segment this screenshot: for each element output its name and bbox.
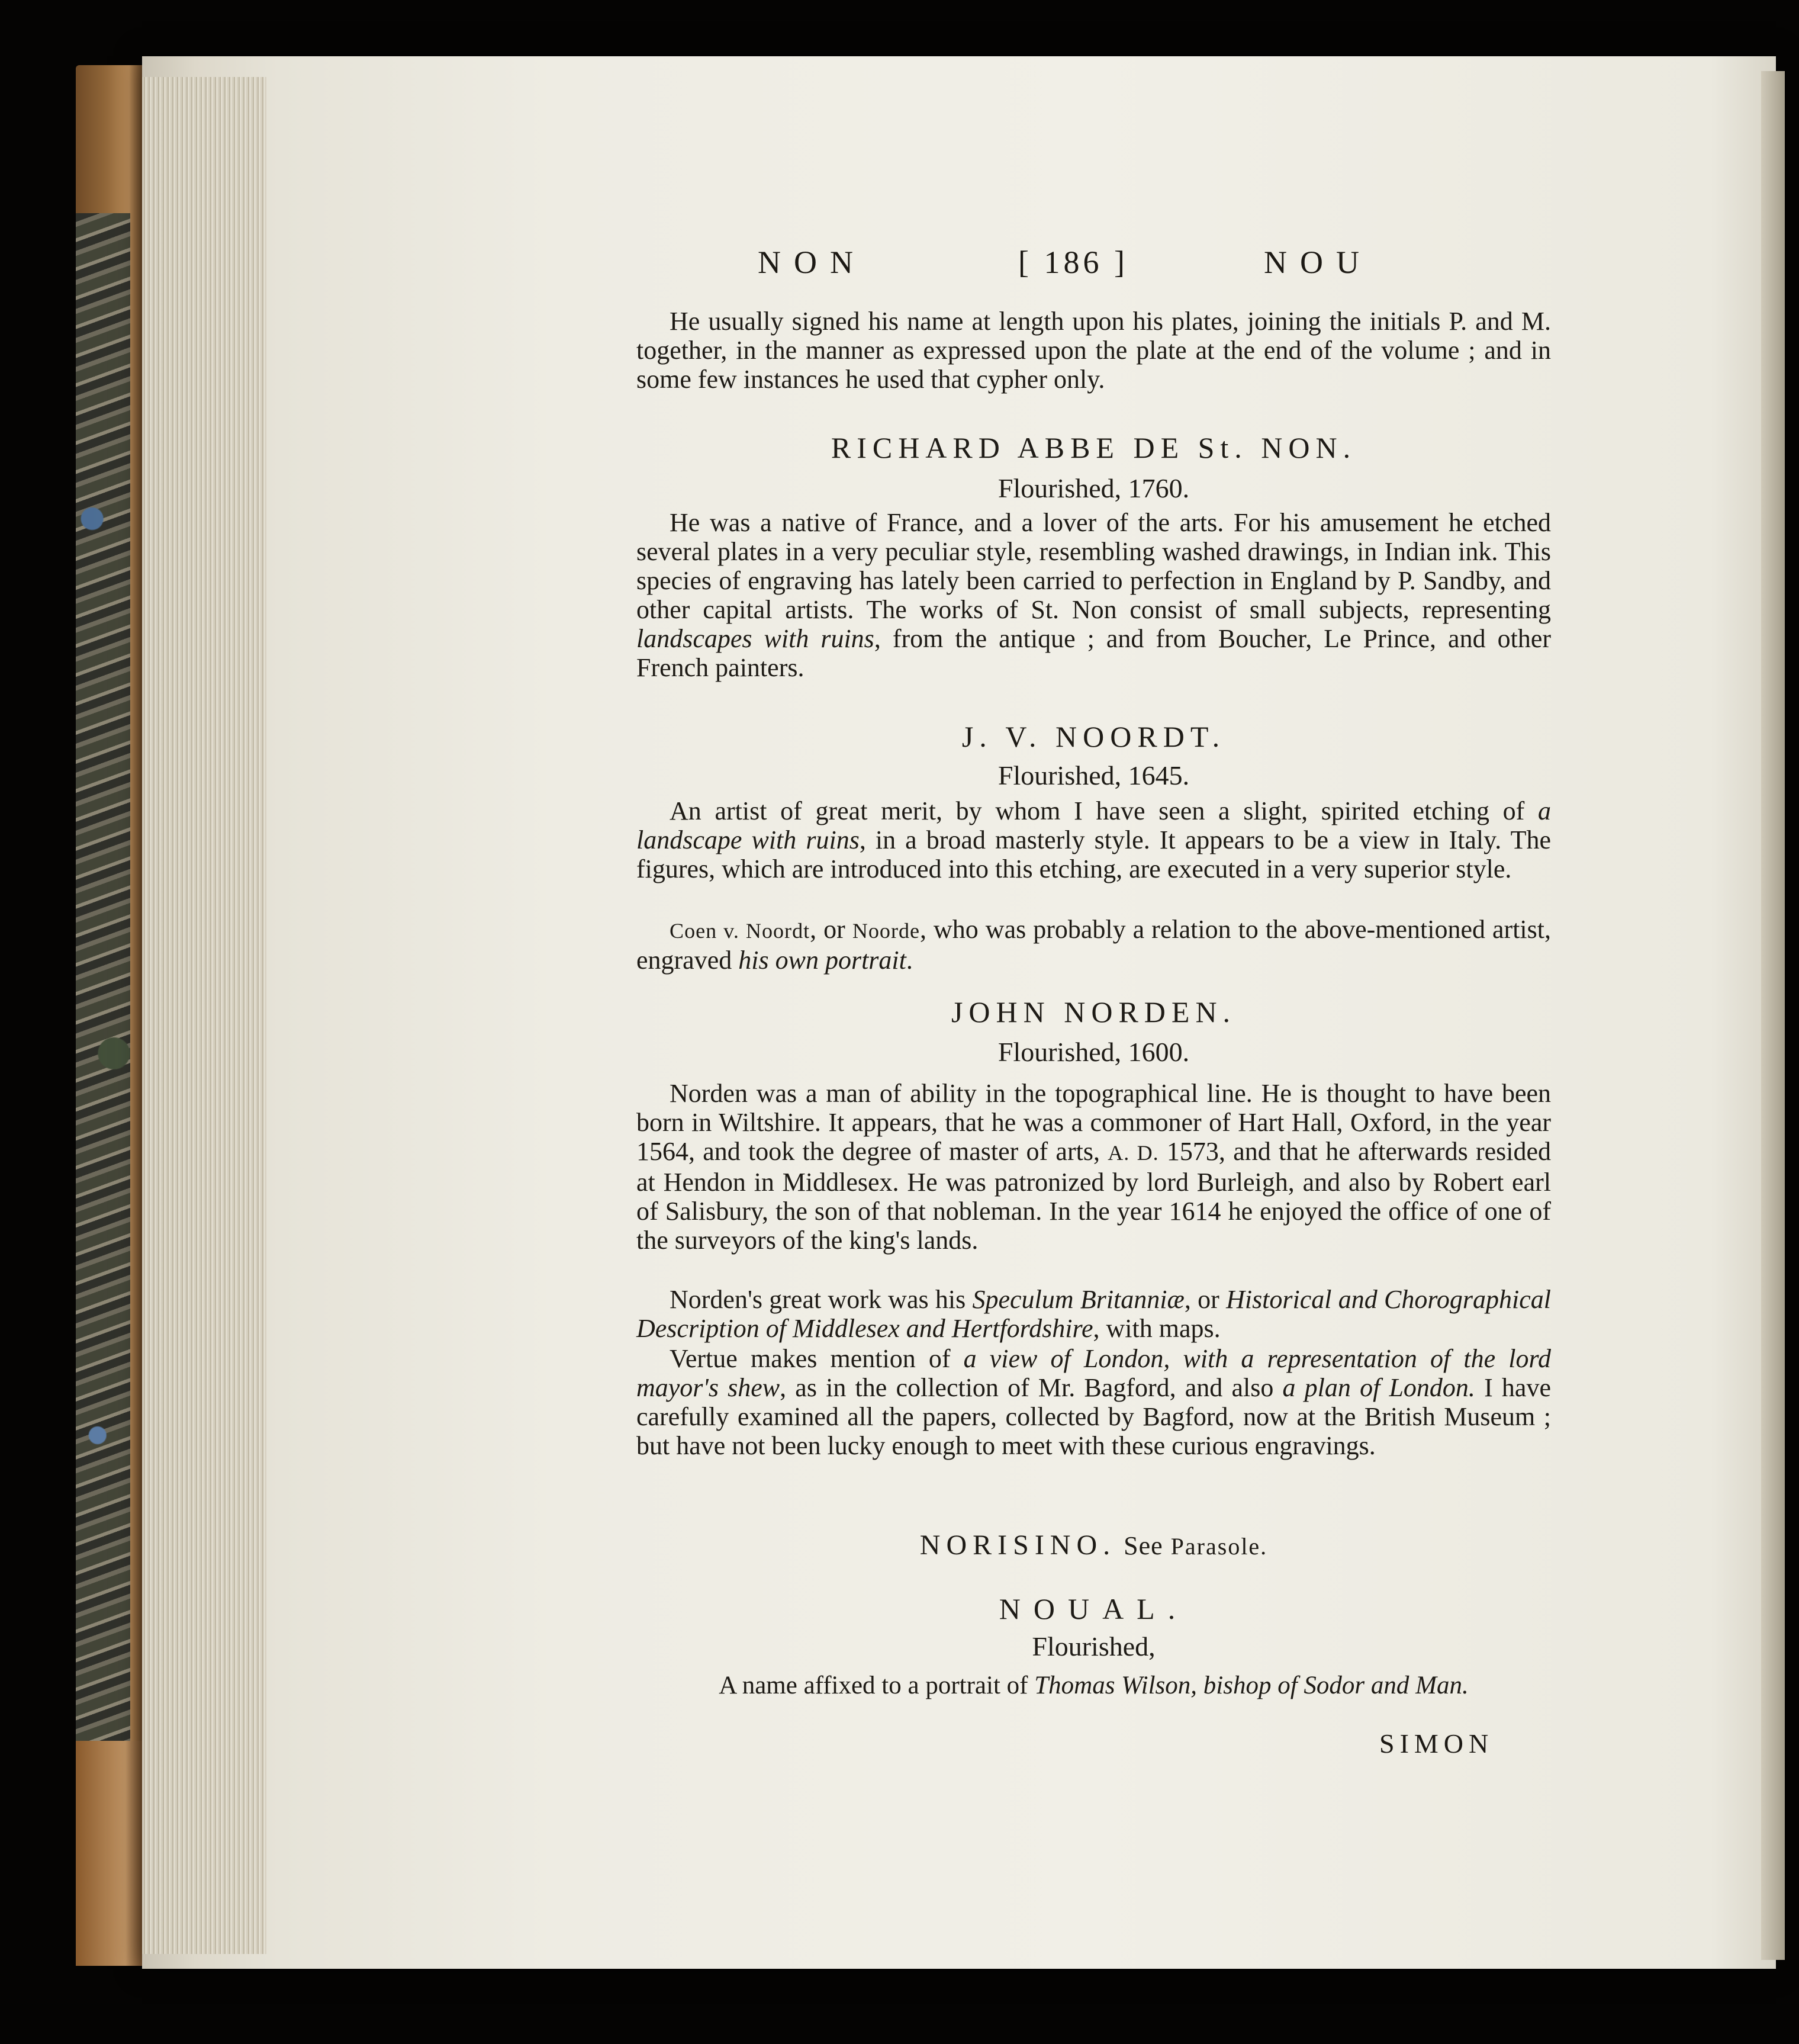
italic-title: Speculum Britanniæ: [972, 1285, 1185, 1314]
entry-paragraph-norden-1: [636, 1079, 1551, 1255]
entry-heading-norisino: [636, 1531, 1551, 1561]
text-run: I have carefully examined all the papers, collected by Bagford, now at the British Museum ; but have not been lucky enough to meet with these curious engravings.: [636, 1373, 1551, 1460]
text-run: , who was probably a relation to the above-mentioned artist, engraved: [636, 915, 1551, 975]
italic-title: landscapes with ruins: [636, 624, 874, 653]
text-run: Norden's great work was his: [670, 1285, 973, 1314]
entry-flourished-noordt: Flourished, 1645.: [997, 760, 1190, 790]
text-run: , as in the collection of Mr. Bagford, and also: [780, 1373, 1283, 1402]
see-reference: Parasole.: [1170, 1533, 1268, 1560]
text-run: 1573, and that he afterwards resided at Hendon in Middlesex. He was patronized by lord Burleigh, and also by Robert earl of Salisbury, the son of that nobleman. In the year 1614 he enjoyed the office of one of the surveyors of the king's lands.: [636, 1137, 1552, 1255]
intro-paragraph: He usually signed his name at length upon his plates, joining the initials P. and M. together, in the manner as expressed upon the plate at the end of the volume ; and in some few instances he used that cypher only.: [636, 307, 1551, 394]
text-run: He was a native of France, and a lover of the arts. For his amusement he etched several plates in a very peculiar style, resembling washed drawings, in Indian ink. This species of engraving has lately been carried to perfection in England by P. Sandby, and other capital artists. The works of St. Non consist of small subjects, representing: [636, 508, 1551, 624]
entry-heading-st-non: RICHARD ABBE DE St. NON.: [831, 431, 1357, 464]
entry-flourished-st-non: Flourished, 1760.: [997, 473, 1190, 503]
catchword: SIMON: [1379, 1728, 1494, 1759]
italic-title: Thomas Wilson, bishop of Sodor and Man.: [1034, 1672, 1469, 1699]
see-prefix: See: [1124, 1531, 1163, 1560]
entry-paragraph-norden-2: [636, 1285, 1551, 1343]
text-run: , with maps.: [1093, 1314, 1221, 1343]
text-run: An artist of great merit, by whom I have seen a slight, spirited etching of: [670, 796, 1538, 825]
text-run: , in a broad masterly style. It appears to be a view in Italy. The figures, which are introduced into this etching, are executed in a very superior style.: [636, 825, 1551, 883]
text-run: , or: [1184, 1285, 1227, 1314]
text-run: , from the antique ; and from Boucher, Le Prince, and other French painters.: [636, 624, 1551, 682]
page-number: [ 186 ]: [1018, 245, 1128, 280]
entry-heading-noual: NOUAL.: [999, 1592, 1189, 1625]
marbled-endpaper: [76, 213, 130, 1741]
leather-spine: [76, 1741, 147, 1966]
italic-title: a plan of London.: [1282, 1373, 1475, 1402]
norisino-name: NORISINO.: [919, 1529, 1116, 1561]
italic-title: a view of London, with a representation of the lord mayor's shew: [636, 1344, 1551, 1402]
text-run: A name affixed to a portrait of: [719, 1672, 1035, 1699]
text-run: Vertue makes mention of: [670, 1344, 964, 1373]
entry-heading-norden: JOHN NORDEN.: [951, 995, 1237, 1029]
entry-flourished-noual: Flourished,: [1032, 1631, 1156, 1661]
entry-paragraph-noordt-1: [636, 796, 1551, 883]
running-head-left: NON: [758, 245, 866, 280]
small-caps-abbrev: A. D.: [1108, 1141, 1159, 1165]
text-run: .: [906, 946, 913, 975]
running-head: [758, 244, 1438, 279]
small-caps-name: Coen v. Noordt: [670, 919, 810, 943]
italic-title: Historical and Chorographical Description of Middlesex and Hertfordshire: [636, 1285, 1551, 1343]
entry-paragraph-st-non: [636, 508, 1551, 682]
entry-paragraph-noordt-2: [636, 915, 1551, 975]
entry-paragraph-norden-3: [636, 1344, 1551, 1460]
entry-line-noual: [636, 1671, 1551, 1700]
italic-title: his own portrait: [738, 946, 906, 975]
small-caps-name: Noorde: [852, 919, 921, 943]
text-run: , or: [810, 915, 852, 944]
page-right-edge: [1761, 71, 1785, 1960]
text-run: Norden was a man of ability in the topographical line. He is thought to have been born in Wiltshire. It appears, that he was a commoner of Hart Hall, Oxford, in the year 1564, and took the degree of master of arts,: [636, 1079, 1551, 1166]
entry-heading-noordt: J. V. NOORDT.: [961, 720, 1226, 753]
page-stack-edge: [142, 77, 266, 1954]
entry-flourished-norden: Flourished, 1600.: [997, 1037, 1190, 1067]
italic-title: a landscape with ruins: [636, 796, 1551, 854]
running-head-right: NOU: [1264, 245, 1372, 280]
